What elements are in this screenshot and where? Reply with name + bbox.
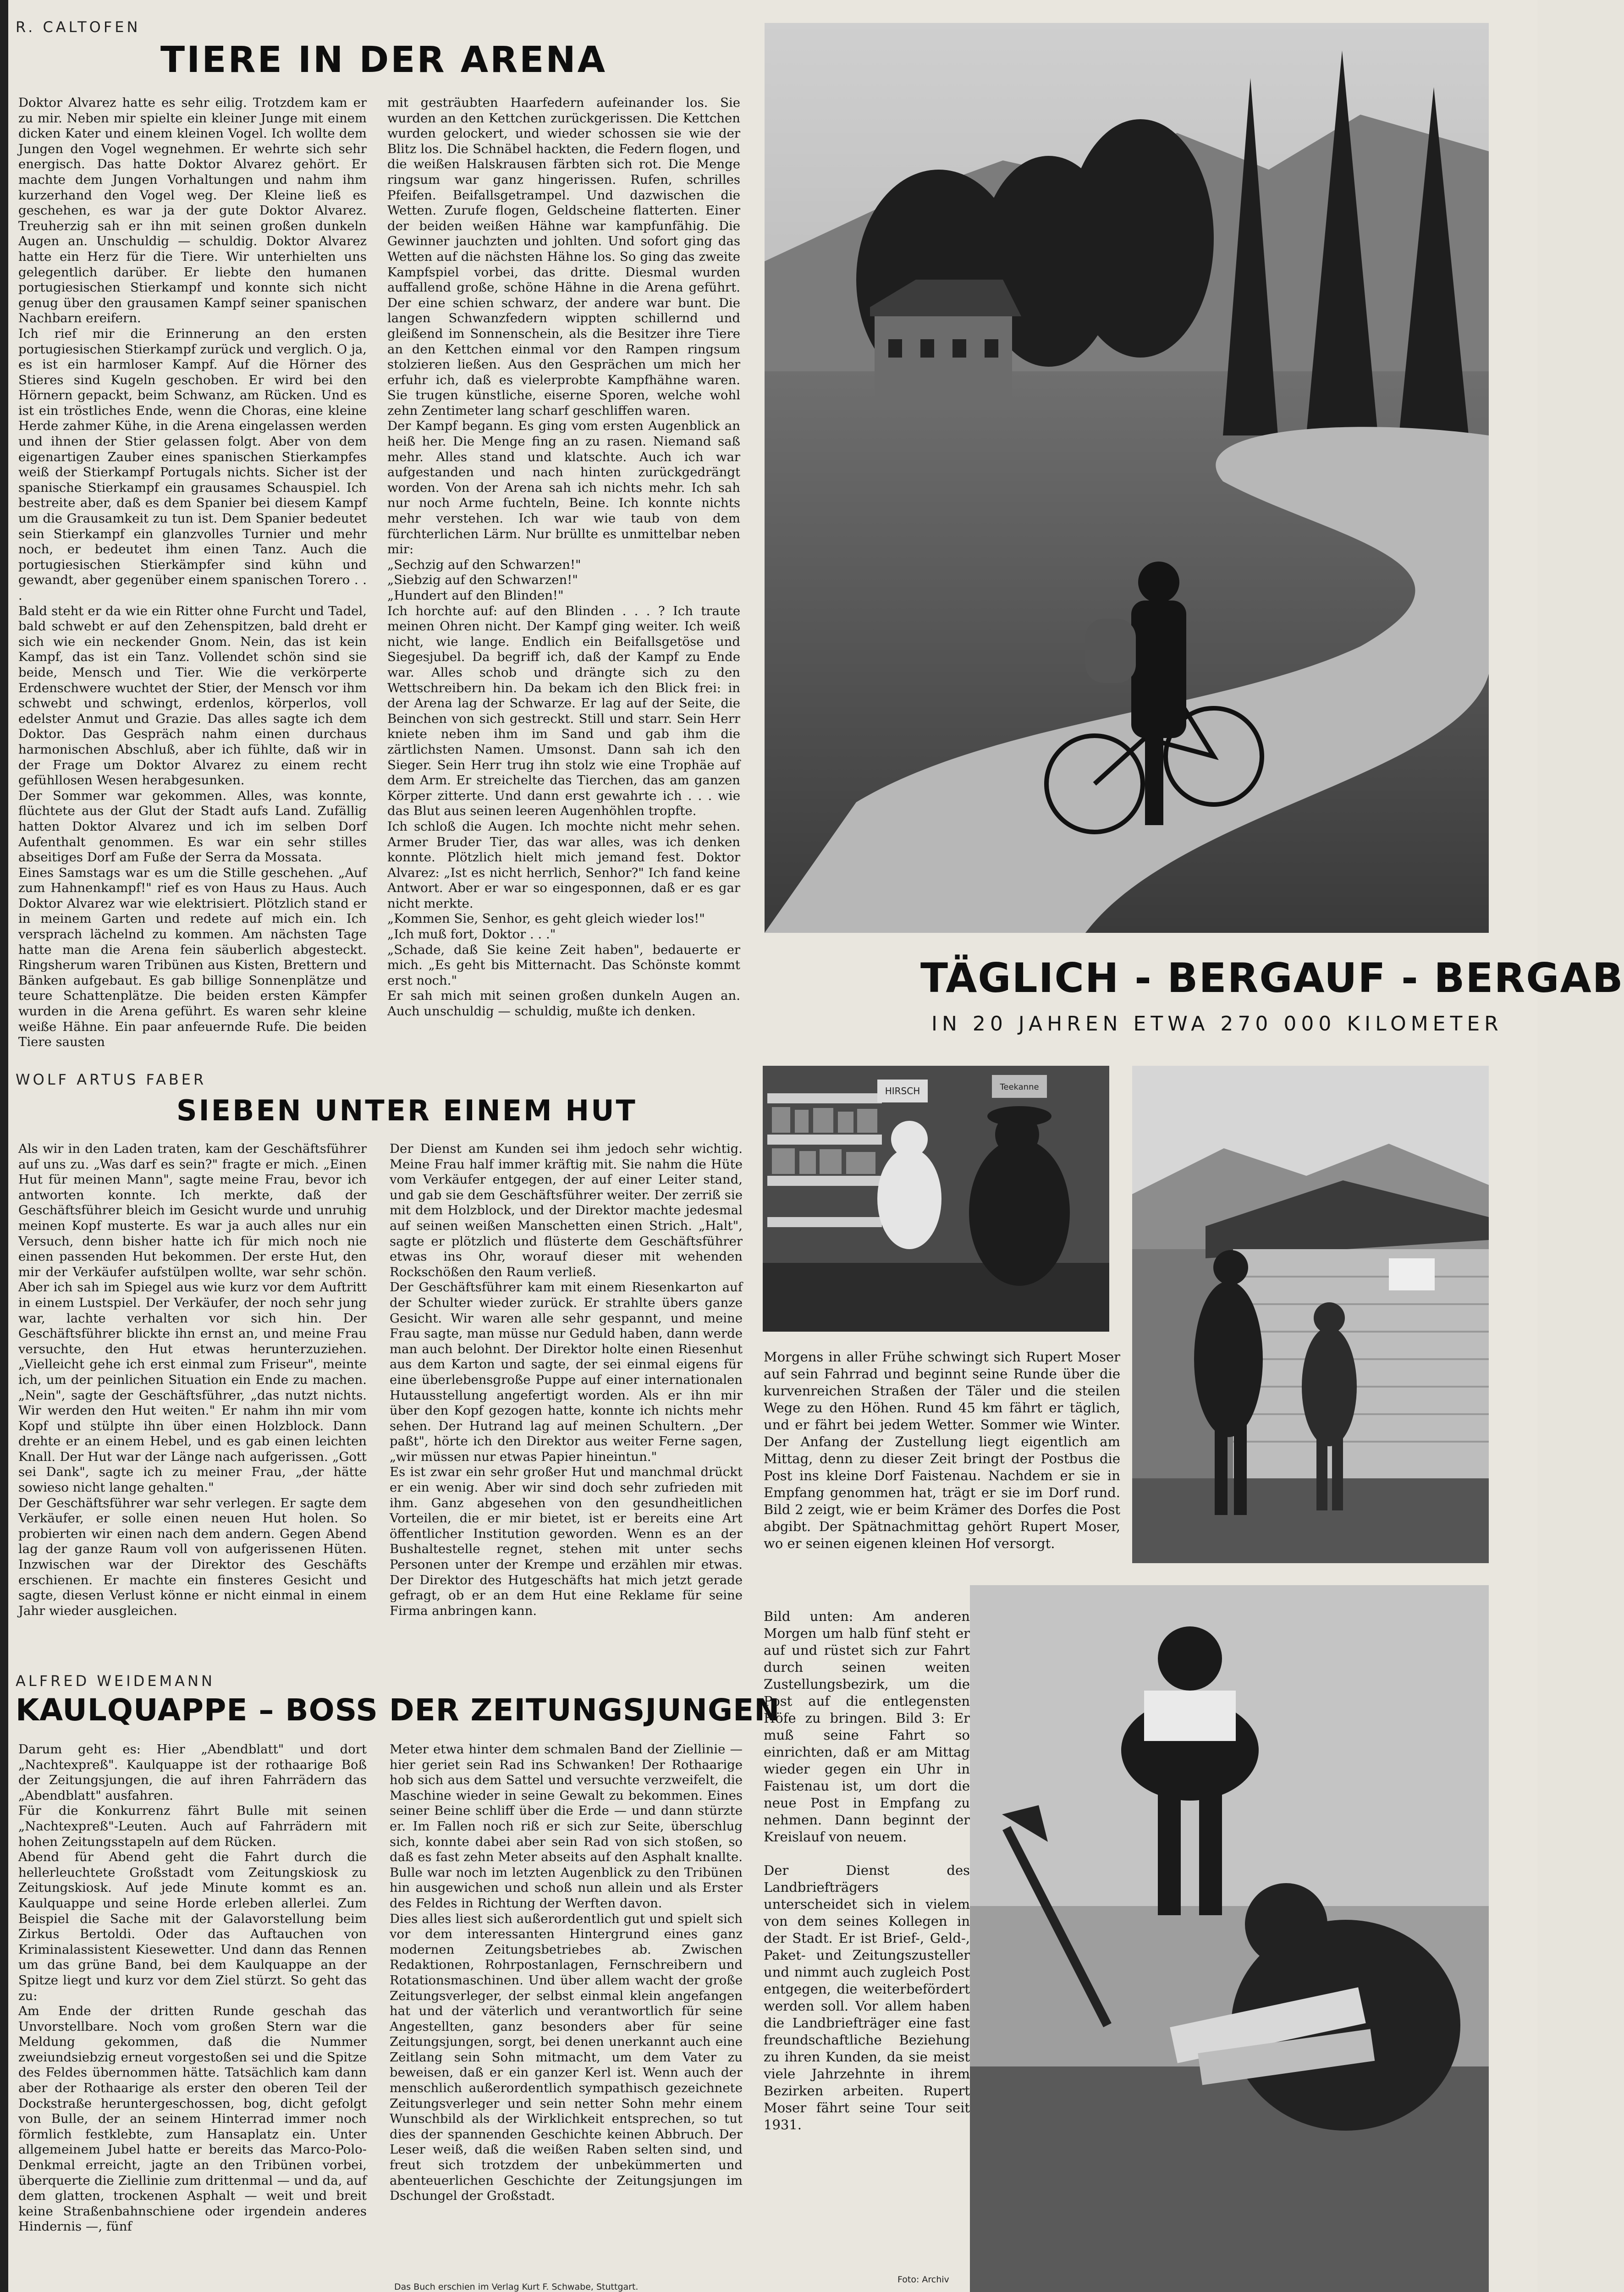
- paragraph: „Hundert auf den Blinden!": [387, 588, 564, 603]
- story3-column-1: [18, 1742, 367, 2292]
- story2-column-2: [390, 1141, 743, 1655]
- feature-caption-1: Morgens in aller Frühe schwingt sich Rupert Moser auf sein Fahrrad und beginnt seine Runde über die kurvenreichen Straßen der Täler und die steilen Wege zu den Höhen. Rund 45 km fährt er täglich, und er fährt bei jedem Wetter. Sommer wie Winter. Der Anfang der Zustellung liegt eigentlich am Mittag, denn zu dieser Zeit bringt der Postbus die Post ins kleine Dorf Faistenau. Nachdem er sie in Empfang genommen hat, trägt er sie im Dorf rund. Bild 2 zeigt, wie er beim Krämer des Dorfes die Post abgibt. Der Spätnachmittag gehört Rupert Moser, wo er seinen eigenen kleinen Hof versorgt.: [764, 1349, 1120, 1551]
- farmhouse-shape: [870, 280, 1021, 403]
- book-credit: Das Buch erschien im Verlag Kurt F. Schwabe, Stuttgart.: [394, 2282, 639, 2292]
- story1-title: TIERE IN DER ARENA: [160, 39, 607, 81]
- photo-credit: Foto: Archiv: [897, 2275, 949, 2285]
- story2-column-1: [18, 1141, 367, 1669]
- story1-column-2: [387, 95, 740, 1049]
- paragraph: „Siebzig auf den Schwarzen!": [387, 573, 578, 588]
- paragraph: Ich rief mir die Erinnerung an den ersten portugiesischen Stierkampf zurück und verglich. O ja, es ist ein harmloser Kampf. Auf die Hörner des Stieres sind Kugeln geschoben. Er wird bei den Hörnern gepackt, beim Schwanz, am Rücken. Und es ist ein tröstliches Ende, wenn die Choras, eine kleine Herde zahmer Kühe, in die Arena eingelassen werden und ihnen der Stier gelassen folgt. Aber von dem eigenartigen Zauber eines spanischen Stierkampfes weiß der Stierkampf Portugals nichts. Sicher ist der spanische Stierkampf ein grausames Schauspiel. Ich bestreite aber, daß es dem Spanier bei diesem Kampf um die Grausamkeit zu tun ist. Dem Spanier bedeutet sein Stierkampf ein glanzvolles Turnier und mehr noch, er bedeutet ihm einen Tanz. Auch die portugiesischen Stierkämpfer sind kühn und gewandt, aber gegenüber einem spanischen Torero . . .: [18, 326, 367, 603]
- paragraph: „Kommen Sie, Senhor, es geht gleich wieder los!": [387, 911, 705, 926]
- story2-title: SIEBEN UNTER EINEM HUT: [176, 1094, 637, 1127]
- cycling-illustration: [765, 23, 1489, 933]
- paragraph: mit gesträubten Haarfedern aufeinander los. Sie wurden an den Kettchen zurückgerissen. Die Kettchen wurden gelockert, und wieder schossen sie wie der Blitz los. Die Schnäbel hackten, die Federn flogen, und die weißen Halskrausen färbten sich rot. Die Menge ringsum war ganz hingerissen. Rufen, schrilles Pfeifen. Beifallsgetrampel. Und dazwischen die Wetten. Zurufe flogen, Geldscheine flatterten. Einer der beiden weißen Hähne war kampfunfähig. Die Gewinner jauchzten und johlten. Und sofort ging das Wetten auf die nächsten Hähne los. So ging das zweite Kampfspiel vorbei, das dritte. Diesmal wurden auffallend große, schöne Hähne in die Arena geführt. Der eine schien schwarz, der andere war bunt. Die langen Schwanzfedern wippten schillernd und gleißend im Sonnenschein, als die Besitzer ihre Tiere an den Kettchen einmal vor den Rampen ringsum stolzieren ließen. Aus den Gesprächen um mich her erfuhr ich, daß es vielerprobte Kampfhähne waren. Sie trugen künstliche, eiserne Sporen, welche wohl zehn Zentimeter lang scharf geschliffen waren.: [387, 95, 740, 418]
- paragraph: Ich schloß die Augen. Ich mochte nicht mehr sehen. Armer Bruder Tier, das war alles, was ich denken konnte. Plötzlich hielt mich jemand fest. Doktor Alvarez: „Ist es nicht herrlich, Senhor?" Ich fand keine Antwort. Aber er war so eingesponnen, daß er es gar nicht merkte.: [387, 819, 740, 911]
- paragraph: „Ich muß fort, Doktor . . .": [387, 927, 556, 942]
- paragraph: Am Ende der dritten Runde geschah das Unvorstellbare. Noch vom großen Stern war die Meldung gekommen, daß die Nummer zweiundsiebzig erneut vorgestoßen sei und die Spitze des Feldes übernommen hätte. Tatsächlich kam dann aber der Rothaarige als erster den oberen Teil der Dockstraße heruntergeschossen, bog, dicht gefolgt von Bulle, der an seinem Hinterrad immer noch förmlich festklebte, zum Hansaplatz ein. Unter allgemeinem Jubel hatte er bereits das Marco-Polo-Denkmal erreicht, jagte an den Tribünen vorbei, überquerte die Ziellinie zum drittenmal — und da, auf dem glatten, trockenen Asphalt — weit und breit keine Straßenbahnschiene oder irgendein anderes Hindernis —, fünf: [18, 2004, 367, 2234]
- paragraph: Meter etwa hinter dem schmalen Band der Ziellinie — hier geriet sein Rad ins Schwanken! Der Rothaarige hob sich aus dem Sattel und versuchte verzweifelt, die Maschine wieder in seine Gewalt zu bekommen. Eines seiner Beine schliff über die Erde — und dann stürzte er. Im Fallen noch riß er sich zur Seite, überschlug sich, konnte dabei aber sein Rad von sich stoßen, so daß es fast zehn Meter abseits auf den Asphalt knallte. Bulle war noch im letzten Augenblick zu den Tribünen hin ausgewichen und schoß nun allein und als Erster des Feldes in Richtung der Werften davon.: [390, 1742, 743, 1911]
- paragraph: Doktor Alvarez hatte es sehr eilig. Trotzdem kam er zu mir. Neben mir spielte ein kleiner Junge mit einem dicken Kater und einem kleinen Vogel. Ich wollte dem Jungen den Vogel wegnehmen. Er wehrte sich sehr energisch. Das hatte Doktor Alvarez gehört. Er machte dem Jungen Vorhaltungen und nahm ihm kurzerhand den Vogel weg. Der Kleine ließ es geschehen, es war ja der gute Doktor Alvarez. Treuherzig sah er ihn mit seinen großen dunkeln Augen an. Unschuldig — schuldig. Doktor Alvarez hatte ein Herz für die Tiere. Wir unterhielten uns gelegentlich darüber. Er liebte den humanen portugiesischen Stierkampf und konnte sich nicht genug über den grausamen Kampf seiner spanischen Nachbarn ereifern.: [18, 95, 367, 326]
- paragraph: Bild unten: Am anderen Morgen um halb fünf steht er auf und rüstet sich zur Fahrt durch seinen weiten Zustellungsbezirk, um die Post auf die entlegensten Höfe zu bringen. Bild 3: Er muß seine Fahrt so einrichten, daß er am Mittag wieder gegen ein Uhr in Faistenau ist, um dort die neue Post in Empfang zu nehmen. Dann beginnt der Kreislauf von neuem.: [764, 1609, 970, 1845]
- hut-illustration: [1132, 1066, 1489, 1563]
- paragraph: Der Sommer war gekommen. Alles, was konnte, flüchtete aus der Glut der Stadt aufs Land. Zufällig hatten Doktor Alvarez und ich im selben Dorf Aufenthalt genommen. Es war ein sehr stilles abseitiges Dorf am Fuße der Serra da Mossata.: [18, 788, 367, 865]
- paragraph: Der Dienst am Kunden sei ihm jedoch sehr wichtig. Meine Frau half immer kräftig mit. Sie nahm die Hüte vom Verkäufer entgegen, der auf einer Leiter stand, und gab sie dem Geschäftsführer weiter. Der zerriß sie mit dem Holzblock, und der Direktor machte jedesmal auf seinen weißen Manschetten einen Strich. „Halt", sagte er plötzlich und flüsterte dem Geschäftsführer etwas ins Ohr, worauf dieser mit wehenden Rockschößen den Raum verließ.: [390, 1141, 743, 1279]
- paragraph: Es ist zwar ein sehr großer Hut und manchmal drückt er ein wenig. Aber wir sind doch sehr zufrieden mit ihm. Ganz abgesehen von den gesundheitlichen Vorteilen, die er mir bietet, ist er bereits eine Art öffentlicher Institution geworden. Wenn es an der Bushaltestelle regnet, stehen mit unter sechs Personen unter der Krempe und erzählen mir etwas. Der Direktor des Hutgeschäfts hat mich jetzt gerade gefragt, ob er an dem Hut eine Reklame für seine Firma anbringen kann.: [390, 1465, 743, 1618]
- left-edge-strip: [0, 0, 8, 2292]
- story1-author: R. CALTOFEN: [16, 18, 141, 36]
- paragraph: Abend für Abend geht die Fahrt durch die hellerleuchtete Großstadt vom Zeitungskiosk zu Zeitungskiosk. Auf jede Minute kommt es an. Kaulquappe und seine Horde erleben allerlei. Zum Beispiel die Sache mit der Galavorstellung beim Zirkus Bertoldi. Oder das Auftauchen von Kriminalassistent Kiesewetter. Und dann das Rennen um das grüne Band, bei dem Kaulquappe an der Spitze liegt und kurz vor dem Ziel stürzt. So geht das zu:: [18, 1850, 367, 2003]
- story3-title: KAULQUAPPE – BOSS DER ZEITUNGSJUNGEN: [16, 1692, 780, 1728]
- photo-shop-interior: [763, 1066, 1109, 1332]
- photo-postman-at-hut: [1132, 1066, 1489, 1563]
- paragraph: Als wir in den Laden traten, kam der Geschäftsführer auf uns zu. „Was darf es sein?" fragte er mich. „Einen Hut für meinen Mann", sagte meine Frau, bevor ich antworten konnte. Ich merkte, daß der Geschäftsführer bleich im Gesicht wurde und unruhig meinen Kopf musterte. Es war ja auch alles nur ein Versuch, denn bisher hatte ich für mich noch nie einen passenden Hut bekommen. Der erste Hut, den mir der Verkäufer aufstülpen wollte, war sehr schön. Aber ich sah im Spiegel aus wie kurz vor dem Auftritt in einem Lustspiel. Der Verkäufer, der noch sehr jung war, lachte verhalten vor sich hin. Der Geschäftsführer blickte ihn ernst an, und meine Frau versuchte, den Hut etwas herunterzuziehen. „Vielleicht gehe ich erst einmal zum Friseur", meinte ich, um der peinlichen Situation ein Ende zu machen. „Nein", sagte der Geschäftsführer, „das nutzt nichts. Wir werden den Hut weiten." Er nahm ihn mir vom Kopf und stülpte ihn über einen Holzblock. Dann drehte er an einem Hebel, und es gab einen leichten Knall. Der Hut war der Länge nach aufgerissen. „Gott sei Dank", sagte ich zu meiner Frau, „der hätte sowieso nicht lange gehalten.": [18, 1141, 367, 1495]
- paragraph: Für die Konkurrenz fährt Bulle mit seinen „Nachtexpreß"-Leuten. Auch auf Fahrrädern mit hohen Zeitungsstapeln auf dem Rücken.: [18, 1803, 367, 1849]
- paragraph: Der Geschäftsführer war sehr verlegen. Er sagte dem Verkäufer, er solle einen neuen Hut holen. So probierten wir einen nach dem andern. Gegen Abend lag der ganze Raum voll von aufgerissenen Hüten. Inzwischen war der Direktor des Geschäfts erschienen. Er machte ein finsteres Gesicht und sagte, diesen Verlust könne er nicht einmal in einem Jahr wieder ausgleichen.: [18, 1495, 367, 1618]
- paragraph: Der Dienst des Landbriefträgers unterscheidet sich in vielem von dem seines Kollegen in der Stadt. Er ist Brief-, Geld-, Paket- und Zeitungszusteller und nimmt auch zugleich Post entgegen, die weiterbefördert werden soll. Vor allem haben die Landbriefträger eine fast freundschaftliche Beziehung zu ihren Kunden, da sie meist viele Jahrzehnte in ihrem Bezirken arbeiten. Rupert Moser fährt seine Tour seit 1931.: [764, 1862, 970, 2132]
- paragraph: Darum geht es: Hier „Abendblatt" und dort „Nachtexpreß". Kaulquappe ist der rothaarige Boß der Zeitungsjungen, die auf ihren Fahrrädern das „Abendblatt" ausfahren.: [18, 1742, 367, 1803]
- story1-column-1: [18, 95, 367, 1050]
- farmyard-illustration: [970, 1585, 1489, 2292]
- paragraph: Der Kampf begann. Es ging vom ersten Augenblick an heiß her. Die Menge fing an zu rasen. Niemand saß mehr. Alles stand und klatschte. Auch ich war aufgestanden und nach hinten zurückgedrängt worden. Von der Arena sah ich nichts mehr. Ich sah nur noch Arme fuchteln, Beine. Ich konnte nichts mehr verstehen. Ich war wie taub von dem fürchterlichen Lärm. Nur brüllte es unmittelbar neben mir:: [387, 419, 740, 557]
- paragraph: Der Geschäftsführer kam mit einem Riesenkarton auf der Schulter wieder zurück. Er strahlte übers ganze Gesicht. Wir waren alle sehr gespannt, und meine Frau sagte, man müsse nur Geduld haben, dann werde man auch belohnt. Der Direktor holte einen Riesenhut aus dem Karton und sagte, der sei einmal eigens für eine überlebensgroße Puppe auf einer internationalen Hutausstellung angefertigt worden. Als er ihn mir über den Kopf gezogen hatte, konnte ich nichts mehr sehen. Der Hutrand lag auf meinen Schultern. „Der paßt", hörte ich den Direktor aus weiter Ferne sagen, „wir müssen nur etwas Papier hineintun.": [390, 1280, 743, 1464]
- paragraph: „Schade, daß Sie keine Zeit haben", bedauerte er mich. „Es geht bis Mitternacht. Das Schönste kommt erst noch.": [387, 942, 740, 988]
- shop-illustration: [763, 1066, 1109, 1332]
- story3-author: ALFRED WEIDEMANN: [16, 1672, 215, 1690]
- paragraph: Ich horchte auf: auf den Blinden . . . ? Ich traute meinen Ohren nicht. Der Kampf ging weiter. Ich weiß nicht, wie lange. Endlich ein Beifallsgetöse und Siegesjubel. Da begriff ich, daß der Kampf zu Ende war. Alles schob und drängte sich zu den Wettschreibern hin. Da bekam ich den Blick frei: in der Arena lag der Schwarze. Er lag auf der Seite, die Beinchen von sich gestreckt. Still und starr. Sein Herr kniete neben ihm im Sand und gab ihm die zärtlichsten Namen. Umsonst. Dann sah ich den Sieger. Sein Herr trug ihn stolz wie eine Trophäe auf dem Arm. Er streichelte das Tierchen, das am ganzen Körper zitterte. Und dann erst gewahrte ich . . . wie das Blut aus seinen leeren Augenhöhlen tropfte.: [387, 603, 740, 819]
- shop-sign-text: HIRSCH: [885, 1085, 920, 1096]
- paragraph: „Sechzig auf den Schwarzen!": [387, 557, 581, 572]
- feature-title: TÄGLICH - BERGAUF - BERGAB: [920, 954, 1624, 1002]
- paragraph: Dies alles liest sich außerordentlich gut und spielt sich vor dem interessanten Hintergrund eines ganz modernen Zeitungsbetriebes ab. Zwischen Redaktionen, Rohrpostanlagen, Fernschreibern und Rotationsmaschinen. Und über allem wacht der große Zeitungsverleger, der selbst einmal klein angefangen hat und der väterlich und verantwortlich für seine Angestellten, ganz besonders aber für seine Zeitungsjungen, sorgt, bei denen unerkannt auch eine Zeitlang sein Sohn mitmacht, um dem Vater zu beweisen, daß er ein ganzer Kerl ist. Wenn auch der menschlich außerordentlich sympathisch gezeichnete Zeitungsverleger und sein netter Sohn mehr einem Wunschbild als der Wirklichkeit entsprechen, so tut dies der spannenden Geschichte keinen Abbruch. Der Leser weiß, daß die weißen Raben selten sind, und freut sich trotzdem der unbekümmerten und abenteuerlichen Geschichte der Zeitungsjungen im Dschungel der Großstadt.: [390, 1911, 743, 2204]
- paragraph: Eines Samstags war es um die Stille geschehen. „Auf zum Hahnenkampf!" rief es von Haus zu Haus. Auch Doktor Alvarez war wie elektrisiert. Plötzlich stand er in meinem Garten und redete auf mich ein. Ich versprach lächelnd zu kommen. Am nächsten Tage hatte man die Arena fein säuberlich abgesteckt. Ringsherum waren Tribünen aus Kisten, Brettern und Bänken aufgebaut. Es gab billige Sonnenplätze und teure Schattenplätze. Die beiden ersten Kämpfer wurden in die Arena geführt. Es waren sehr kleine weiße Hähne. Ein paar anfeuernde Rufe. Die beiden Tiere sausten: [18, 865, 367, 1050]
- paragraph: Er sah mich mit seinen großen dunkeln Augen an. Auch unschuldig — schuldig, mußte ich denken.: [387, 988, 740, 1019]
- photo-farmyard-boy-and-man: [970, 1585, 1489, 2292]
- paragraph: Bald steht er da wie ein Ritter ohne Furcht und Tadel, bald schwebt er auf den Zehenspitzen, bald dreht er sich wie ein neckender Gnom. Nein, das ist kein Kampf, das ist ein Tanz. Vollendet schön sind sie beide, Mensch und Tier. Wie die verkörperte Erdenschwere wuchtet der Stier, der Mensch vor ihm schwebt und schwingt, erdenlos, körperlos, voll edelster Anmut und Grazie. Das alles sagte ich dem Doktor. Das Gespräch nahm einen durchaus harmonischen Abschluß, aber ich fühlte, daß wir in der Frage um Doktor Alvarez zu einem recht gefühllosen Wesen herabgesunken.: [18, 603, 367, 788]
- shop-box-text: Teekanne: [1000, 1082, 1039, 1092]
- story3-column-2: [390, 1742, 743, 2274]
- feature-caption-2: [764, 1608, 970, 2286]
- photo-postman-cycling: [765, 23, 1489, 933]
- story2-author: WOLF ARTUS FABER: [16, 1071, 207, 1088]
- feature-subtitle: IN 20 JAHREN ETWA 270 000 KILOMETER: [931, 1012, 1503, 1036]
